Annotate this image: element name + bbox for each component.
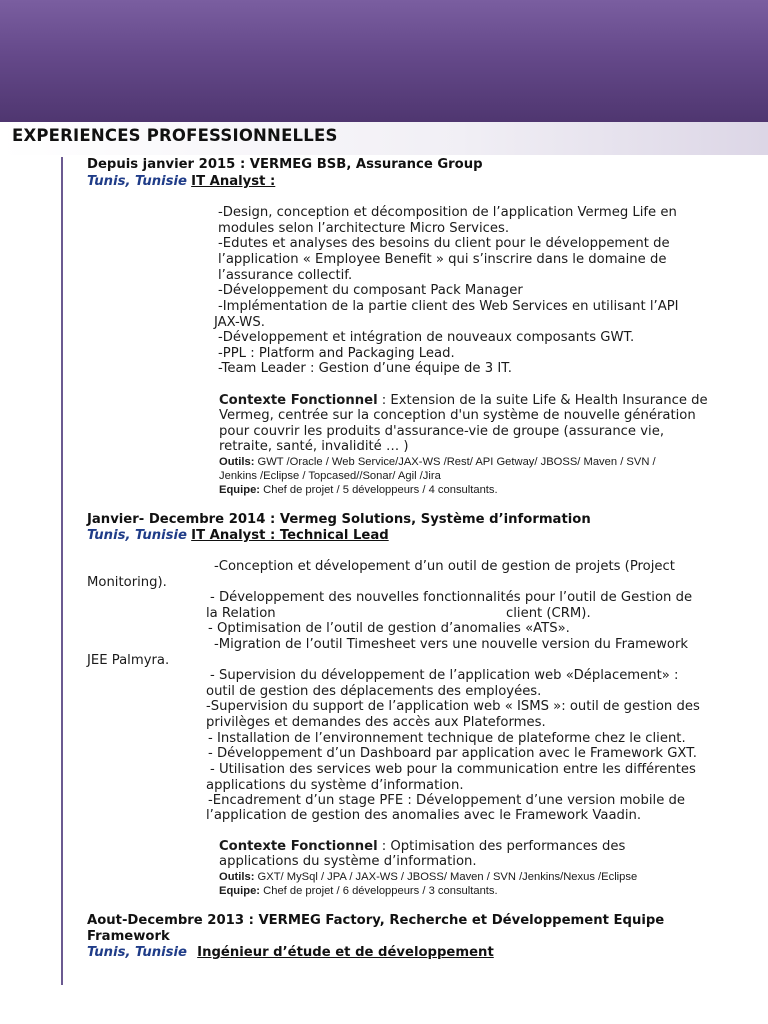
exp1-team bbox=[219, 483, 498, 497]
exp2-city: Tunis, Tunisie bbox=[87, 528, 187, 543]
exp2-line: JEE Palmyra. bbox=[87, 653, 170, 668]
exp1-role: IT Analyst : bbox=[191, 174, 276, 189]
exp1-context-line: Vermeg, centrée sur la conception d'un système de nouvelle génération bbox=[219, 408, 696, 423]
tools-text: GWT /Oracle / Web Service/JAX-WS /Rest/ API Getway/ JBOSS/ Maven / SVN / bbox=[254, 456, 656, 468]
exp1-city: Tunis, Tunisie bbox=[87, 174, 187, 189]
exp1-context-line: retraite, santé, invalidité … ) bbox=[219, 439, 409, 454]
exp2-line: client (CRM). bbox=[506, 606, 591, 621]
exp1-tools bbox=[219, 455, 656, 469]
exp2-line: - Utilisation des services web pour la communication entre les différentes bbox=[210, 762, 696, 777]
exp1-line: -Implémentation de la partie client des Web Services en utilisant l’API bbox=[218, 299, 679, 314]
section-title: EXPERIENCES PROFESSIONNELLES bbox=[12, 126, 338, 145]
header-banner bbox=[0, 0, 768, 122]
exp2-line: -Supervision du support de l’application web « ISMS »: outil de gestion des bbox=[206, 699, 700, 714]
team-text: Chef de projet / 6 développeurs / 3 consultants. bbox=[260, 885, 498, 897]
exp1-context-line: pour couvrir les produits d'assurance-vie de groupe (assurance vie, bbox=[219, 424, 665, 439]
exp1-line: -PPL : Platform and Packaging Lead. bbox=[218, 346, 455, 361]
exp1-line: -Team Leader : Gestion d’une équipe de 3 IT. bbox=[218, 361, 512, 376]
exp2-line: applications du système d’information. bbox=[206, 778, 464, 793]
context-label: Contexte Fonctionnel bbox=[219, 393, 378, 408]
exp3-heading: Aout-Decembre 2013 : VERMEG Factory, Recherche et Développement Equipe bbox=[87, 913, 665, 928]
exp2-line: - Supervision du développement de l’application web «Déplacement» : bbox=[210, 668, 679, 683]
exp2-line: - Installation de l’environnement technique de plateforme chez le client. bbox=[208, 731, 686, 746]
exp3-city: Tunis, Tunisie bbox=[87, 945, 187, 960]
exp2-team bbox=[219, 884, 498, 898]
exp2-line: privilèges et demandes des accès aux Plateformes. bbox=[206, 715, 546, 730]
exp2-context bbox=[219, 839, 625, 855]
exp1-line: -Edutes et analyses des besoins du client pour le développement de bbox=[218, 236, 670, 251]
context-text: : Optimisation des performances des bbox=[377, 839, 626, 854]
exp2-line: -Migration de l’outil Timesheet vers une nouvelle version du Framework bbox=[214, 637, 689, 652]
exp1-line: l’assurance collectif. bbox=[218, 268, 353, 283]
tools-label: Outils: bbox=[219, 871, 255, 883]
exp1-tools-line2: Jenkins /Eclipse / Topcased//Sonar/ Agil /Jira bbox=[219, 470, 441, 482]
exp2-heading: Janvier- Decembre 2014 : Vermeg Solutions, Système d’information bbox=[87, 512, 591, 527]
team-label: Equipe: bbox=[219, 885, 261, 897]
exp2-line: Monitoring). bbox=[87, 575, 167, 590]
exp2-context-line: applications du système d’information. bbox=[219, 854, 477, 869]
exp2-line: - Optimisation de l’outil de gestion d’anomalies «ATS». bbox=[208, 621, 570, 636]
exp1-heading: Depuis janvier 2015 : VERMEG BSB, Assurance Group bbox=[87, 157, 483, 172]
exp2-line: l’application de gestion des anomalies avec le Framework Vaadin. bbox=[206, 808, 642, 823]
exp2-line: - Développement d’un Dashboard par application avec le Framework GXT. bbox=[208, 746, 697, 761]
exp3-heading-line2: Framework bbox=[87, 929, 170, 944]
context-label: Contexte Fonctionnel bbox=[219, 839, 378, 854]
exp1-line: modules selon l’architecture Micro Services. bbox=[218, 221, 510, 236]
exp3-location bbox=[87, 945, 494, 960]
exp2-location bbox=[87, 528, 389, 543]
exp2-line: -Encadrement d’un stage PFE : Développement d’une version mobile de bbox=[208, 793, 685, 808]
exp1-location bbox=[87, 174, 275, 189]
exp3-role: Ingénieur d’étude et de développement bbox=[197, 945, 494, 960]
exp2-line: outil de gestion des déplacements des employées. bbox=[206, 684, 542, 699]
exp1-line: -Développement du composant Pack Manager bbox=[218, 283, 523, 298]
exp2-line: - Développement des nouvelles fonctionnalités pour l’outil de Gestion de bbox=[210, 590, 693, 605]
exp2-role: IT Analyst : Technical Lead bbox=[191, 528, 389, 543]
exp2-tools bbox=[219, 870, 637, 884]
tools-text: GXT/ MySql / JPA / JAX-WS / JBOSS/ Maven / SVN /Jenkins/Nexus /Eclipse bbox=[254, 871, 638, 883]
exp1-line: -Développement et intégration de nouveaux composants GWT. bbox=[218, 330, 635, 345]
exp2-line: la Relation bbox=[206, 606, 276, 621]
exp1-line: JAX-WS. bbox=[214, 315, 265, 330]
tools-label: Outils: bbox=[219, 456, 255, 468]
exp1-context bbox=[219, 393, 708, 409]
team-label: Equipe: bbox=[219, 484, 261, 496]
exp2-line: -Conception et dévelopement d’un outil de gestion de projets (Project bbox=[214, 559, 675, 574]
exp1-line: l’application « Employee Benefit » qui s’inscrire dans le domaine de bbox=[218, 252, 667, 267]
timeline-line bbox=[61, 157, 63, 985]
team-text: Chef de projet / 5 développeurs / 4 consultants. bbox=[260, 484, 498, 496]
exp1-line: -Design, conception et décomposition de l’application Vermeg Life en bbox=[218, 205, 677, 220]
context-text: : Extension de la suite Life & Health Insurance de bbox=[377, 393, 708, 408]
